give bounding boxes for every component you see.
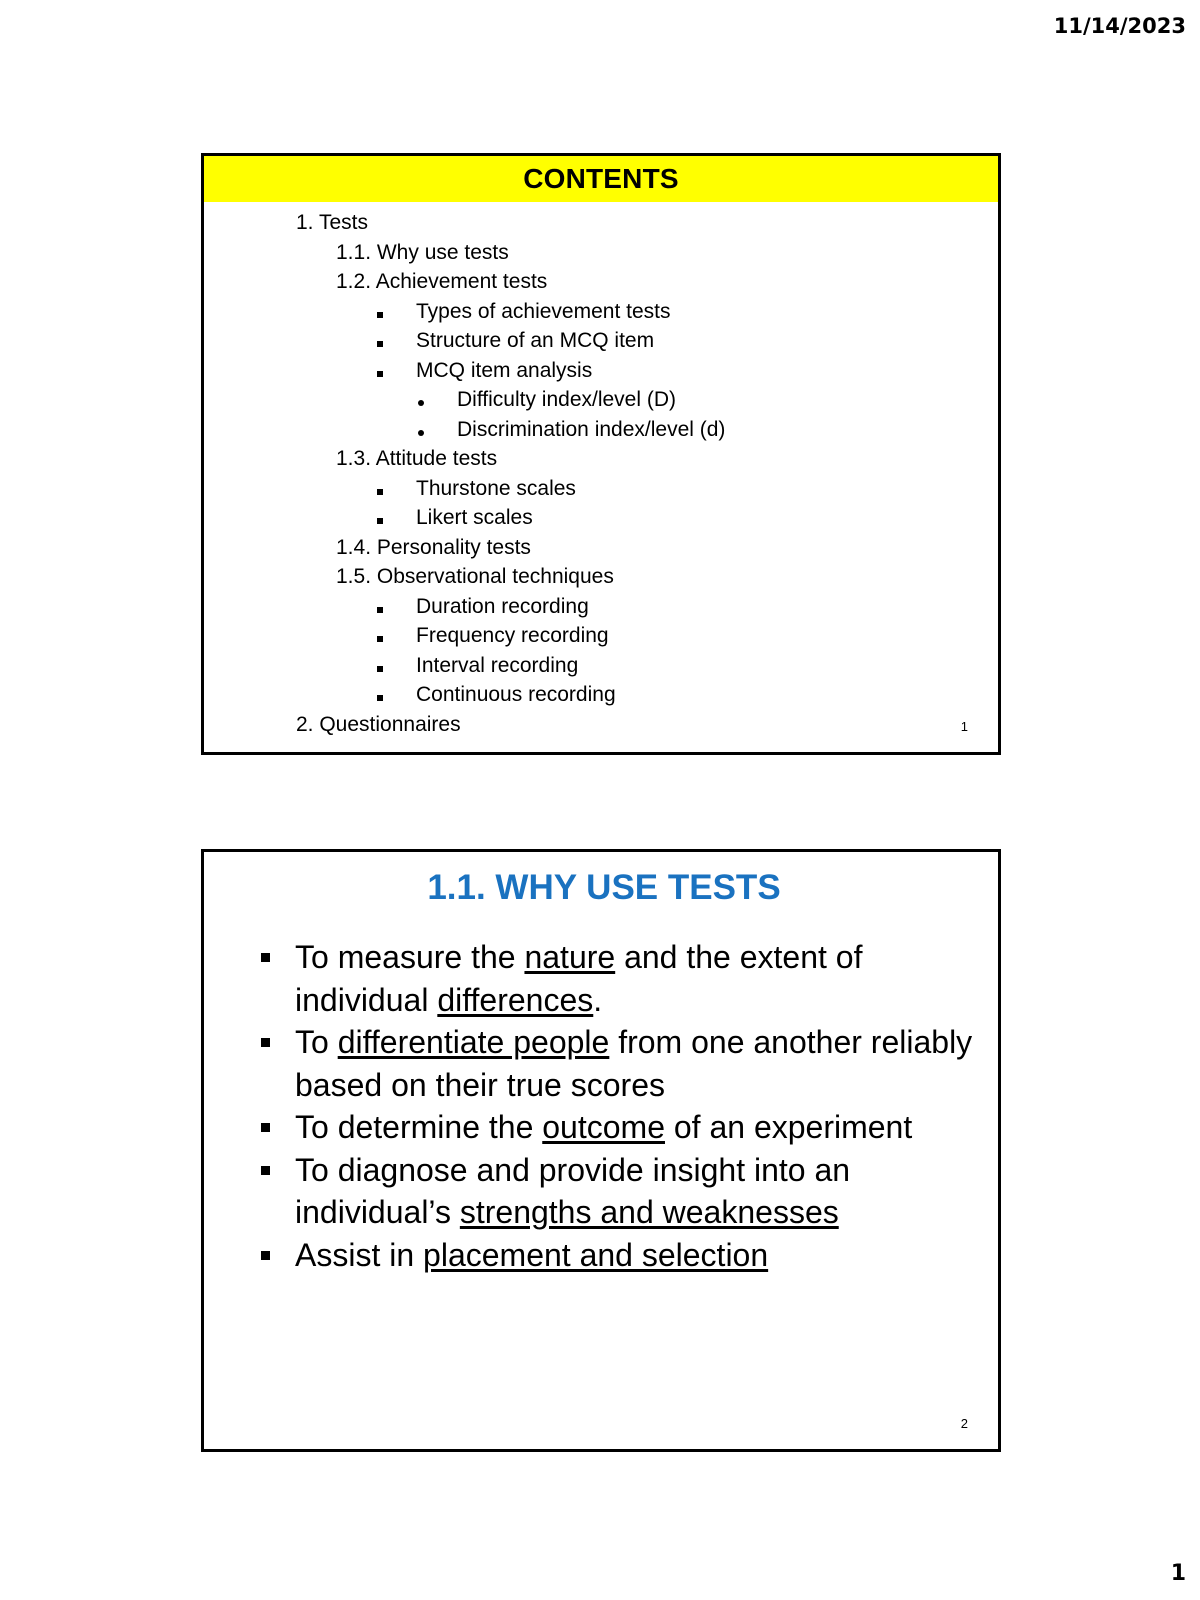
contents-item: [296, 710, 725, 740]
reason-text: Assist in: [295, 1236, 424, 1273]
slide-number: 2: [960, 1416, 968, 1431]
square-bullet-icon: [376, 474, 416, 504]
reason-text: from one another reliably based on their true scores: [295, 1024, 973, 1103]
square-bullet-icon: [376, 503, 416, 533]
square-bullet-icon: [376, 592, 416, 622]
reason-text: To: [295, 1024, 338, 1060]
contents-item-text: 1. Tests: [296, 211, 368, 234]
contents-item-text: MCQ item analysis: [416, 358, 593, 382]
slide-contents: [201, 153, 1001, 755]
reason-item: [258, 1149, 978, 1234]
contents-item-text: 1.4. Personality tests: [336, 535, 531, 559]
square-bullet-icon: [376, 356, 416, 386]
contents-item: [296, 680, 725, 710]
contents-item: [296, 592, 725, 622]
reason-text: of an experiment: [664, 1109, 913, 1145]
contents-item-text: Likert scales: [416, 506, 533, 529]
contents-item-text: Duration recording: [416, 594, 589, 618]
reason-text: To measure the: [295, 939, 525, 975]
reason-item: [258, 936, 978, 1021]
contents-item: [296, 326, 725, 356]
contents-item-text: 1.3. Attitude tests: [336, 447, 498, 470]
reason-text: and the extent of individual: [295, 939, 863, 1018]
contents-list: [296, 208, 725, 739]
underlined-text: nature: [524, 939, 616, 975]
square-bullet-icon: [376, 326, 416, 356]
slide-title: 1.1. WHY USE TESTS: [427, 868, 781, 907]
page-date: 11/14/2023: [1053, 14, 1186, 38]
contents-item: [296, 356, 725, 386]
contents-item: [296, 651, 725, 681]
contents-item-text: 1.2. Achievement tests: [336, 270, 548, 293]
reason-item: [258, 1021, 978, 1106]
contents-item-text: 1.1. Why use tests: [336, 240, 509, 264]
round-bullet-icon: [417, 415, 457, 445]
square-bullet-icon: [376, 651, 416, 681]
reasons-list: [258, 936, 978, 1276]
contents-item-text: Types of achievement tests: [416, 299, 671, 323]
square-bullet-icon: [376, 680, 416, 710]
contents-item-text: Continuous recording: [416, 683, 616, 706]
contents-item: [296, 533, 725, 563]
contents-item: [296, 297, 725, 327]
underlined-text: differentiate people: [337, 1024, 610, 1060]
reason-text: To diagnose and provide insight into an individual’s: [295, 1151, 851, 1230]
square-bullet-icon: [261, 1251, 270, 1260]
underlined-text: outcome: [542, 1109, 665, 1145]
contents-item-text: Thurstone scales: [416, 476, 576, 500]
square-bullet-icon: [376, 621, 416, 651]
slide-why-use-tests: [201, 849, 1001, 1452]
contents-item-text: Interval recording: [416, 653, 579, 677]
square-bullet-icon: [376, 297, 416, 327]
reason-text: .: [593, 981, 603, 1018]
square-bullet-icon: [261, 1123, 270, 1132]
contents-item: [296, 444, 725, 474]
contents-item: [296, 238, 725, 268]
contents-item: [296, 621, 725, 651]
reason-item: [258, 1106, 978, 1149]
round-bullet-icon: [417, 385, 457, 415]
contents-item-text: Discrimination index/level (d): [457, 417, 726, 441]
contents-item-text: Structure of an MCQ item: [416, 329, 655, 352]
contents-item: [296, 474, 725, 504]
square-bullet-icon: [261, 1038, 270, 1047]
underlined-text: placement and selection: [423, 1236, 769, 1273]
contents-item: [296, 562, 725, 592]
reason-text: To determine the: [295, 1109, 543, 1145]
slide-number: 1: [960, 719, 968, 734]
contents-item: [296, 267, 725, 297]
contents-item: [296, 415, 725, 445]
contents-item: [296, 385, 725, 415]
reason-item: [258, 1234, 978, 1277]
contents-title: CONTENTS: [204, 156, 998, 202]
page-number: 1: [1170, 1561, 1186, 1586]
contents-item: [296, 503, 725, 533]
square-bullet-icon: [261, 1166, 270, 1175]
underlined-text: strengths and weaknesses: [459, 1194, 839, 1230]
underlined-text: differences: [437, 981, 594, 1018]
square-bullet-icon: [261, 953, 270, 962]
contents-item: [296, 208, 725, 238]
contents-item-text: 1.5. Observational techniques: [336, 565, 614, 588]
contents-item-text: 2. Questionnaires: [296, 712, 461, 736]
contents-item-text: Difficulty index/level (D): [457, 388, 677, 411]
contents-item-text: Frequency recording: [416, 624, 609, 647]
